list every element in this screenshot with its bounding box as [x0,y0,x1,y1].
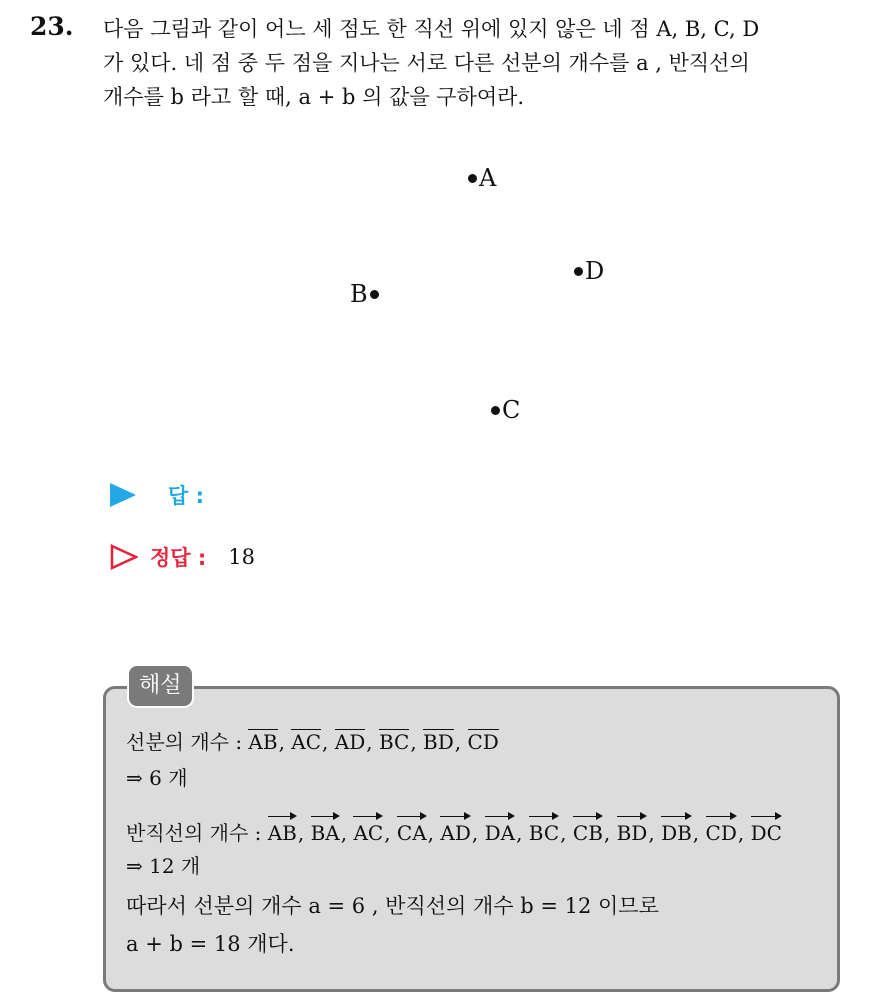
problem-text [103,12,873,114]
solution-tag: 해설 [127,664,194,708]
ray-ba: BA [311,812,340,847]
point-c-label: C [502,396,521,424]
answer-triangle-icon [110,483,136,507]
point-c-dot [491,406,500,415]
segment-ad: AD [334,730,366,754]
ray-separator: , [692,821,706,845]
ray-separator: , [560,821,573,845]
segment-separator: , [454,730,468,754]
ray-line [126,812,783,847]
segment-count: ⇒ 6 개 [126,766,188,790]
ray-bd: BD [617,812,648,847]
ray-ad: AD [440,812,470,847]
ray-separator: , [516,821,529,845]
ray-da: DA [485,812,515,847]
ray-db: DB [661,812,692,847]
segment-separator: , [410,730,424,754]
answer-row [110,480,204,510]
ray-prefix: 반직선의 개수 : [126,821,262,845]
ray-cb: CB [573,812,603,847]
point-d [572,259,604,283]
ray-ab: AB [268,812,297,847]
ray-dc: DC [751,812,782,847]
ray-separator: , [340,821,354,845]
segment-bd: BD [423,730,454,754]
problem-line-3: 개수를 b 라고 할 때, a + b 의 값을 구하여라. [103,85,525,109]
conclusion-line-2: a + b = 18 개다. [126,932,295,956]
point-d-dot [574,267,583,276]
segment-line [126,728,500,756]
point-a-dot [468,174,477,183]
problem-line-2: 가 있다. 네 점 중 두 점을 지나는 서로 다른 선분의 개수를 a , 반직선의 [103,51,750,75]
segment-prefix: 선분의 개수 : [126,730,243,754]
ray-separator: , [297,821,311,845]
correct-answer-triangle-icon [110,544,138,570]
segment-separator: , [278,730,292,754]
problem-line-1: 다음 그림과 같이 어느 세 점도 한 직선 위에 있지 않은 네 점 A, B, C, D [103,17,760,41]
segment-cd: CD [467,730,499,754]
ray-count: ⇒ 12 개 [126,854,201,878]
correct-answer-label: 정답 : [150,546,207,570]
segment-separator: , [366,730,379,754]
conclusion-line-1: 따라서 선분의 개수 a = 6 , 반직선의 개수 b = 12 이므로 [126,894,659,918]
ray-separator: , [427,821,441,845]
ray-cd: CD [706,812,737,847]
point-b-dot [370,290,379,299]
ray-separator: , [648,821,662,845]
ray-list [268,821,783,845]
segment-list [248,730,499,754]
point-d-label: D [585,257,605,285]
segment-ab: AB [248,730,278,754]
correct-answer-row [110,542,255,572]
point-c [489,398,520,422]
point-a-label: A [479,164,497,192]
segment-ac: AC [291,730,322,754]
segment-bc: BC [378,730,410,754]
segment-separator: , [322,730,335,754]
problem-number: 23. [30,12,74,41]
point-b-label: B [350,280,368,308]
ray-separator: , [471,821,485,845]
point-a [466,166,496,190]
ray-ac: AC [353,812,383,847]
ray-ca: CA [397,812,427,847]
correct-answer-value: 18 [228,545,256,569]
ray-separator: , [737,821,751,845]
point-b [350,282,381,306]
ray-separator: , [603,821,617,845]
ray-separator: , [384,821,397,845]
ray-bc: BC [529,812,559,847]
answer-label: 답 : [168,484,204,508]
